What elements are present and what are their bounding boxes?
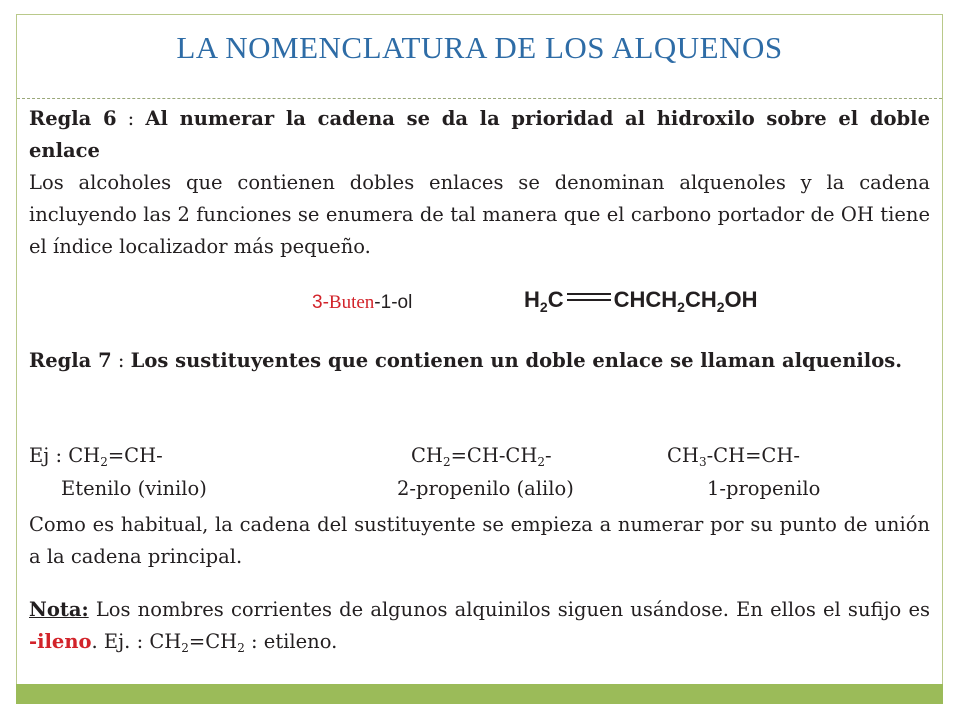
rule7-sep: : <box>111 349 131 372</box>
rule7-heading-text: Los sustituyentes que contienen un doble enlace se llaman alquenilos. <box>130 349 902 372</box>
formula-h: H <box>524 287 540 312</box>
structural-formula <box>524 287 758 313</box>
habitual-paragraph: Como es habitual, la cadena del sustituyente se empieza a numerar por su punto de unión a la cadena principal. <box>29 513 930 568</box>
formula-part: =CH-CH <box>450 444 538 467</box>
formula-part: OH <box>724 287 758 312</box>
example-formula-3 <box>667 440 800 472</box>
formula-sub: 2 <box>716 299 725 315</box>
formula-part: CHCH <box>613 287 678 312</box>
formula-sub: 2 <box>537 455 545 469</box>
nota-text: =CH <box>188 630 238 653</box>
example-formula-1 <box>29 440 163 472</box>
formula-sub: 2 <box>181 641 189 655</box>
nota-text: : etileno. <box>244 630 338 653</box>
example-name-1: Etenilo (vinilo) <box>61 477 207 500</box>
formula-sub: 2 <box>442 455 451 469</box>
formula-part: =CH- <box>107 444 163 467</box>
formula-part: CH <box>411 444 443 467</box>
formula-sub: 2 <box>677 299 685 315</box>
ileno-suffix: -ileno <box>29 630 92 653</box>
example-name-2: 2-propenilo (alilo) <box>397 477 574 500</box>
nota-text: Los nombres corrientes de algunos alquinilos siguen usándose. En ellos el sufijo es <box>88 598 930 621</box>
rule7-section <box>29 345 930 377</box>
nota-text: . Ej. : CH <box>91 630 182 653</box>
formula-sub: 2 <box>100 455 108 469</box>
slide-title: LA NOMENCLATURA DE LOS ALQUENOS <box>176 30 783 65</box>
formula-part: CH <box>68 444 101 467</box>
formula-c: C <box>547 287 564 312</box>
example-name-3: 1-propenilo <box>707 477 821 500</box>
rule7-label: Regla 7 <box>29 349 112 372</box>
footer-bar <box>16 684 943 704</box>
nota-paragraph <box>29 594 930 658</box>
rule6-heading-text: Al numerar la cadena se da la prioridad al hidroxilo sobre el doble enlace <box>29 107 930 162</box>
rule6-heading <box>29 103 930 167</box>
example-formula-2 <box>411 440 552 472</box>
rule6-section <box>29 103 930 263</box>
formula-part: -CH=CH- <box>706 444 800 467</box>
example-prefix: Ej : <box>29 444 69 467</box>
compound-name-root: Buten <box>328 292 375 313</box>
formula-part: CH <box>667 444 699 467</box>
formula-part: - <box>545 444 552 467</box>
nota-label: Nota: <box>29 598 89 621</box>
rule6-sep: : <box>116 107 146 130</box>
compound-name-suffix: -1-ol <box>374 292 413 313</box>
rule6-body: Los alcoholes que contienen dobles enlaces se denominan alquenoles y la cadena incluyendo las 2 funciones se enumera de tal manera que el carbono portador de OH tiene el índice localizador más pequeño. <box>29 171 930 258</box>
compound-name-locant: 3- <box>312 292 329 313</box>
rule6-label: Regla 6 <box>29 107 117 130</box>
formula-sub: 2 <box>539 299 548 315</box>
formula-part: CH <box>684 287 717 312</box>
title-divider <box>17 98 942 99</box>
compound-name <box>312 292 412 314</box>
formula-sub: 3 <box>698 455 707 469</box>
formula-sub: 2 <box>237 641 245 655</box>
double-bond-icon <box>567 293 611 301</box>
